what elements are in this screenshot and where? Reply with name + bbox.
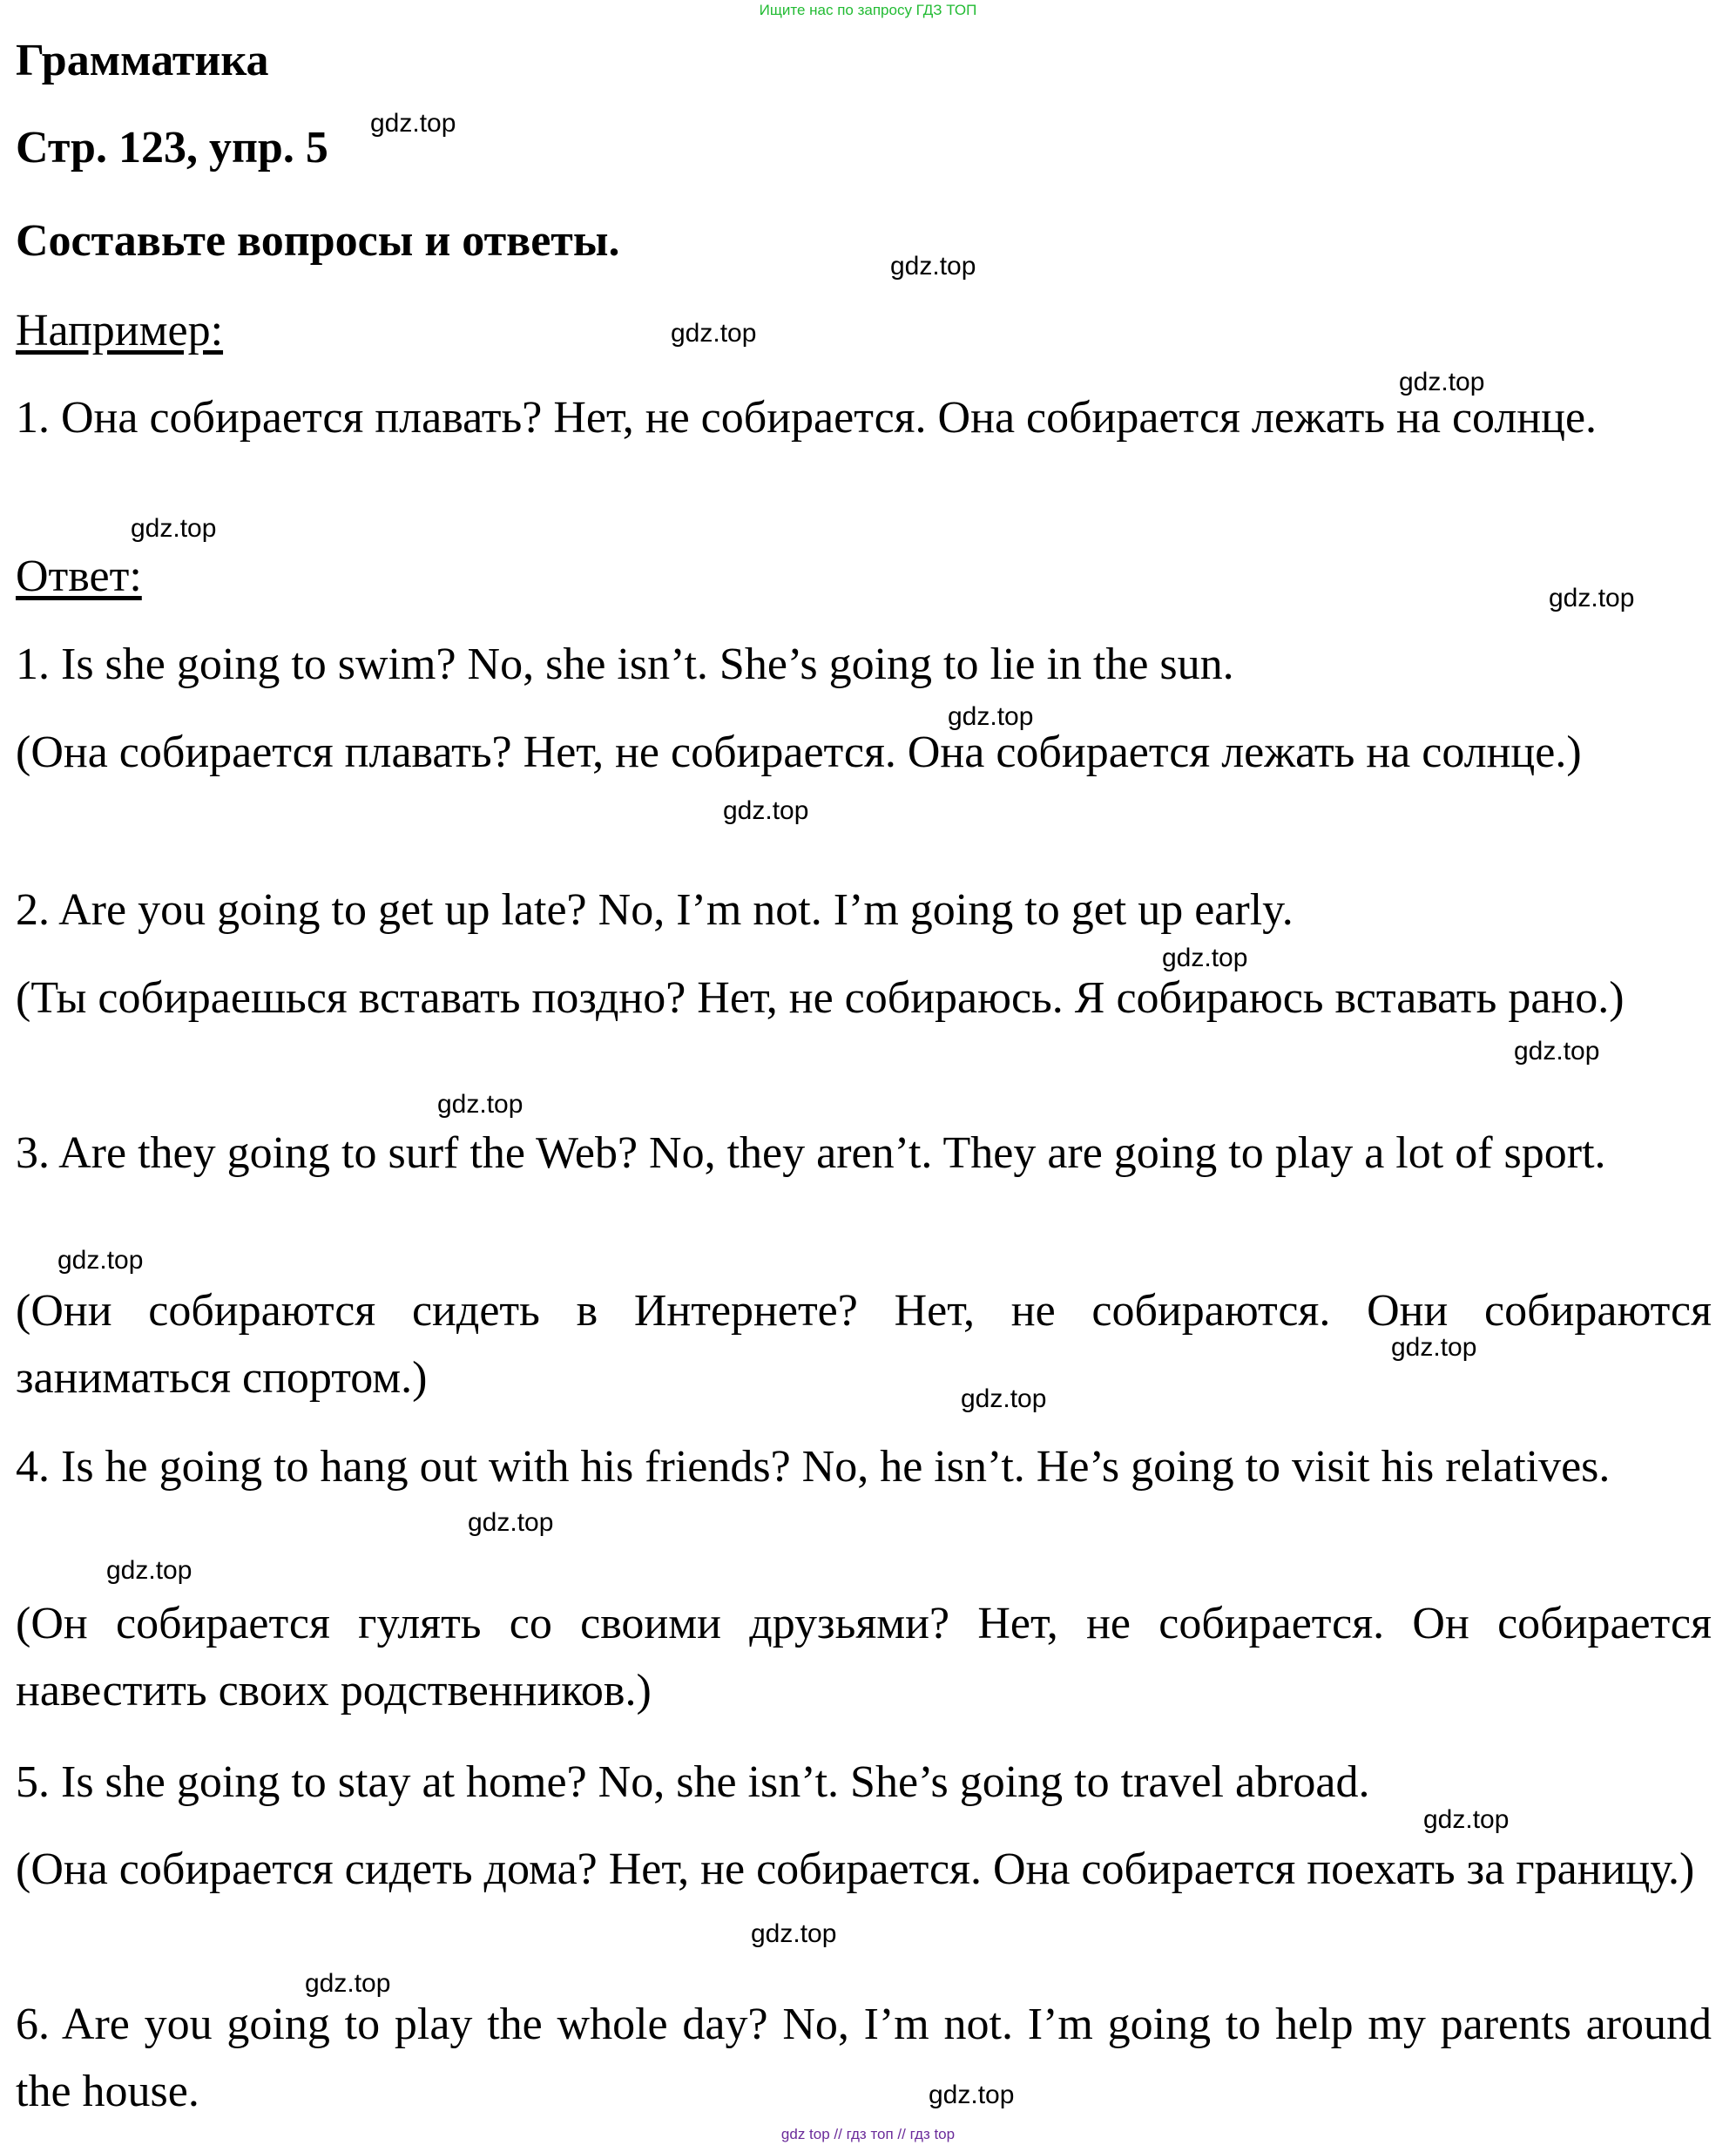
watermark-label: gdz.top — [106, 1556, 193, 1585]
answer-2-translation: (Ты собираешься вставать поздно? Нет, не собираюсь. Я собираюсь вставать рано.) — [16, 973, 1625, 1023]
answer-3-translation: (Они собираются сидеть в Интернете? Нет, не собираются. Они собираются заниматься спортом.) — [16, 1286, 1712, 1403]
answer-4-english: 4. Is he going to hang out with his friends? No, he isn’t. He’s going to visit his relatives. — [16, 1442, 1611, 1492]
watermark-label: gdz.top — [671, 319, 757, 348]
answer-3-english: 3. Are they going to surf the Web? No, they aren’t. They are going to play a lot of sport. — [16, 1128, 1606, 1178]
watermark-label: gdz.top — [57, 1246, 144, 1275]
watermark-label: gdz.top — [437, 1090, 524, 1119]
answer-label: Ответ: — [16, 552, 142, 601]
watermark-label: gdz.top — [1549, 584, 1635, 612]
watermark-label: gdz.top — [961, 1384, 1047, 1413]
answer-6-english: 6. Are you going to play the whole day? No, I’m not. I’m going to help my parents around the house. — [16, 2000, 1712, 2116]
example-text: 1. Она собирается плавать? Нет, не собирается. Она собирается лежать на солнце. — [16, 393, 1598, 443]
answer-4-translation: (Он собирается гулять со своими друзьями? Нет, не собирается. Он собирается навестить своих родственников.) — [16, 1599, 1712, 1716]
watermark-label: gdz.top — [890, 252, 976, 281]
top-search-notice[interactable]: Ищите нас по запросу ГДЗ ТОП — [759, 2, 977, 18]
watermark-label: gdz.top — [929, 2081, 1015, 2109]
watermark-label: gdz.top — [1391, 1333, 1477, 1362]
page-reference: Стр. 123, упр. 5 — [16, 123, 328, 173]
watermark-label: gdz.top — [1162, 944, 1248, 972]
bottom-site-links[interactable]: gdz top // гдз топ // гдз top — [780, 2126, 956, 2142]
example-label: Например: — [16, 306, 224, 355]
watermark-label: gdz.top — [1399, 368, 1485, 396]
task-statement: Составьте вопросы и ответы. — [16, 216, 620, 266]
watermark-label: gdz.top — [723, 796, 809, 825]
watermark-label: gdz.top — [948, 702, 1034, 731]
answer-1-english: 1. Is she going to swim? No, she isn’t. She’s going to lie in the sun. — [16, 640, 1234, 689]
answer-2-english: 2. Are you going to get up late? No, I’m not. I’m going to get up early. — [16, 885, 1294, 935]
watermark-label: gdz.top — [305, 1969, 391, 1998]
watermark-label: gdz.top — [131, 514, 217, 543]
watermark-label: gdz.top — [370, 109, 456, 138]
section-title: Грамматика — [16, 36, 269, 85]
answer-5-translation: (Она собирается сидеть дома? Нет, не собирается. Она собирается поехать за границу.) — [16, 1844, 1695, 1894]
watermark-label: gdz.top — [1423, 1805, 1510, 1834]
answer-1-translation: (Она собирается плавать? Нет, не собирается. Она собирается лежать на солнце.) — [16, 727, 1582, 777]
watermark-label: gdz.top — [1514, 1037, 1600, 1066]
watermark-label: gdz.top — [468, 1508, 554, 1537]
answer-5-english: 5. Is she going to stay at home? No, she isn’t. She’s going to travel abroad. — [16, 1757, 1370, 1807]
watermark-label: gdz.top — [751, 1919, 837, 1948]
